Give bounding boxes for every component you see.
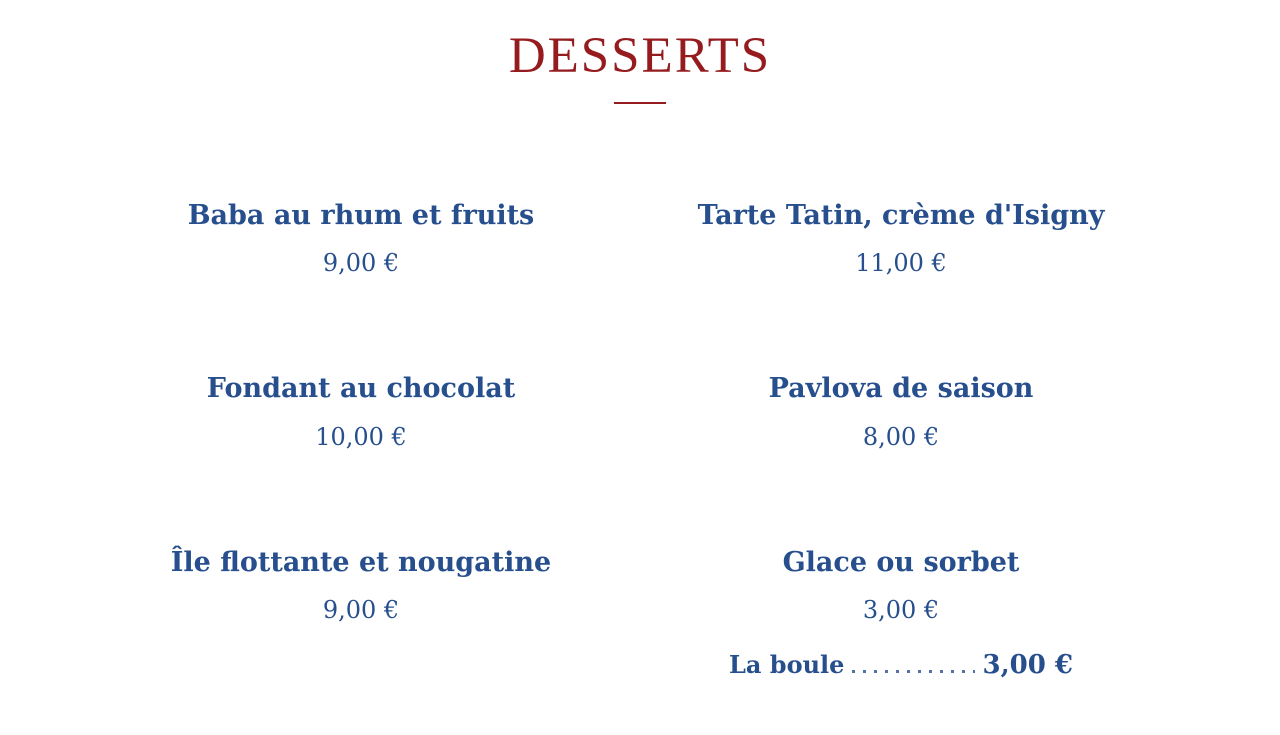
variant-label: La boule bbox=[729, 650, 845, 680]
menu-item bbox=[631, 545, 1171, 680]
menu-item bbox=[631, 371, 1171, 452]
menu-header bbox=[0, 0, 1280, 104]
menu-item-variant-row bbox=[729, 650, 1073, 680]
menu-item bbox=[91, 545, 631, 680]
title-divider bbox=[614, 102, 666, 104]
menu-item-name: Glace ou sorbet bbox=[782, 546, 1020, 578]
menu-item-name: Tarte Tatin, crème d'Isigny bbox=[697, 200, 1105, 232]
menu-item-price: 10,00 € bbox=[315, 422, 407, 451]
menu-item bbox=[91, 198, 631, 279]
menu-item-price: 9,00 € bbox=[322, 595, 400, 624]
menu-item-price: 3,00 € bbox=[862, 595, 940, 624]
menu-item-name: Fondant au chocolat bbox=[206, 373, 516, 405]
menu-item bbox=[91, 371, 631, 452]
menu-item-name: Baba au rhum et fruits bbox=[187, 200, 535, 232]
menu-item-name: Île flottante et nougatine bbox=[170, 546, 552, 578]
menu-item-price: 11,00 € bbox=[855, 249, 947, 278]
variant-price: 3,00 € bbox=[982, 650, 1073, 681]
page-title: DESSERTS bbox=[508, 28, 772, 84]
menu-grid bbox=[91, 198, 1171, 680]
menu-item bbox=[631, 198, 1171, 279]
menu-item-name: Pavlova de saison bbox=[768, 373, 1034, 405]
leader-dots bbox=[852, 670, 974, 673]
menu-item-price: 9,00 € bbox=[322, 249, 400, 278]
menu-item-price: 8,00 € bbox=[862, 422, 940, 451]
